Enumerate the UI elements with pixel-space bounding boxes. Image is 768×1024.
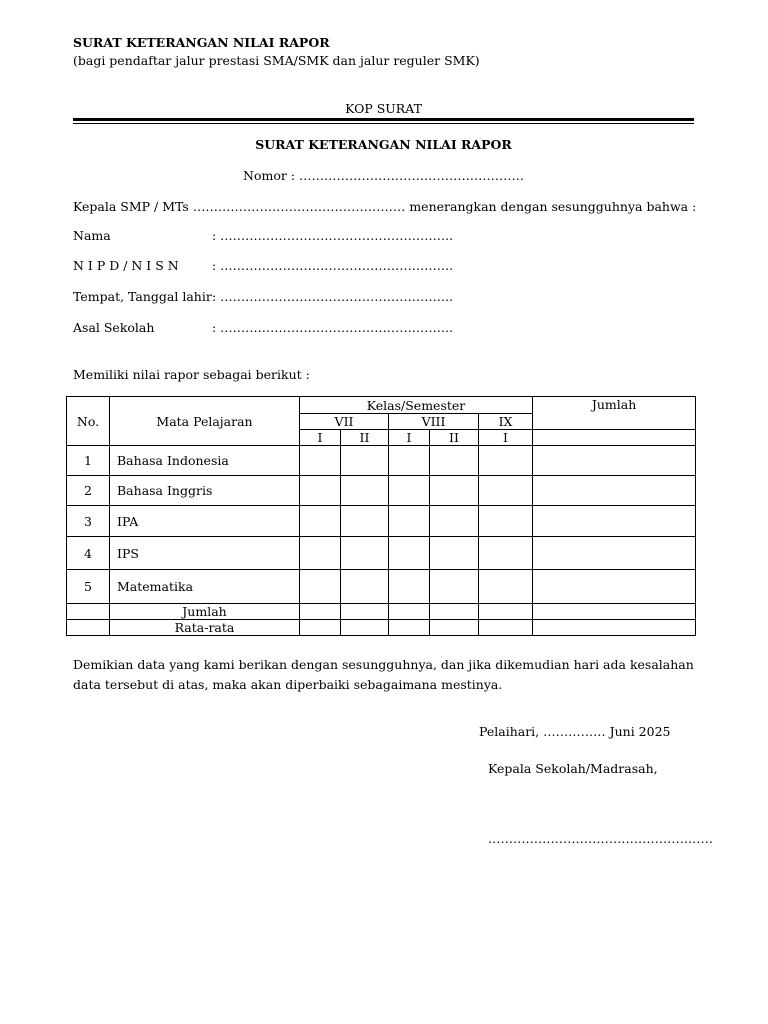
grade-cell: [479, 506, 533, 537]
header-semester: I: [300, 430, 341, 446]
closing-paragraph: Demikian data yang kami berikan dengan sesungguhnya, dan jika dikemudian hari ada kesalahan data tersebut di atas, maka akan diperbaiki sebagaimana mestinya.: [73, 657, 694, 692]
table-row: [67, 506, 696, 537]
intro-suffix: menerangkan dengan sesungguhnya bahwa :: [409, 199, 697, 214]
field-value-nipd-nisn: : ………………………………………………..: [212, 258, 454, 273]
grade-cell: [341, 476, 389, 506]
grade-cell: [300, 620, 341, 636]
grade-cell: [300, 537, 341, 570]
row-subject: Bahasa Indonesia: [110, 446, 300, 476]
header-class-semester: Kelas/Semester: [300, 397, 533, 414]
grade-cell: [341, 506, 389, 537]
total-cell: [533, 446, 696, 476]
grade-cell: [479, 476, 533, 506]
grade-cell: [300, 506, 341, 537]
total-cell: [533, 506, 696, 537]
header-semester: II: [341, 430, 389, 446]
header-class-vii: VII: [300, 414, 389, 430]
grade-cell: [479, 537, 533, 570]
footer-average-label: Rata-rata: [110, 620, 300, 636]
total-cell: [533, 476, 696, 506]
table-row: [67, 446, 696, 476]
letter-title: SURAT KETERANGAN NILAI RAPOR: [255, 137, 512, 152]
intro-line: [73, 199, 696, 214]
signature-name-line: ………………………………………………: [488, 831, 713, 846]
grade-cell: [430, 620, 479, 636]
row-subject: Matematika: [110, 570, 300, 604]
grade-cell: [389, 620, 430, 636]
header-subject: Mata Pelajaran: [110, 397, 300, 446]
table-row: [67, 537, 696, 570]
header-class-ix: IX: [479, 414, 533, 430]
total-cell: [533, 430, 696, 446]
grade-cell: [479, 446, 533, 476]
empty-cell: [67, 604, 110, 620]
table-intro: Memiliki nilai rapor sebagai berikut :: [73, 367, 310, 382]
grade-cell: [430, 506, 479, 537]
grade-cell: [430, 570, 479, 604]
grade-cell: [389, 570, 430, 604]
table-footer-row: [67, 604, 696, 620]
letter-number: Nomor : ………………………………………………: [243, 168, 524, 183]
signature-role: Kepala Sekolah/Madrasah,: [488, 761, 658, 776]
grade-cell: [300, 446, 341, 476]
table-row: [67, 476, 696, 506]
row-number: 3: [67, 506, 110, 537]
total-cell: [533, 620, 696, 636]
header-semester: I: [389, 430, 430, 446]
grades-table: [66, 396, 696, 636]
total-cell: [533, 570, 696, 604]
row-subject: IPA: [110, 506, 300, 537]
grade-cell: [300, 570, 341, 604]
letterhead-rule-thick: [73, 118, 694, 121]
grade-cell: [389, 476, 430, 506]
field-label-nipd-nisn: N I P D / N I S N: [73, 258, 179, 273]
grade-cell: [479, 570, 533, 604]
field-value-ttl: : ………………………………………………..: [212, 289, 454, 304]
field-value-asal-sekolah: : ………………………………………………..: [212, 320, 454, 335]
grade-cell: [430, 476, 479, 506]
grade-cell: [341, 604, 389, 620]
grade-cell: [430, 604, 479, 620]
row-number: 5: [67, 570, 110, 604]
letterhead-rule-thin: [73, 123, 694, 124]
intro-prefix: Kepala SMP / MTs ……………………………………………: [73, 199, 406, 214]
grade-cell: [341, 570, 389, 604]
document-heading: SURAT KETERANGAN NILAI RAPOR: [73, 35, 330, 50]
row-number: 4: [67, 537, 110, 570]
empty-cell: [67, 620, 110, 636]
grade-cell: [389, 506, 430, 537]
row-subject: Bahasa Inggris: [110, 476, 300, 506]
table-row: [67, 570, 696, 604]
grade-cell: [300, 604, 341, 620]
header-semester: II: [430, 430, 479, 446]
total-cell: [533, 537, 696, 570]
signature-place-date: Pelaihari, …………… Juni 2025: [479, 724, 671, 739]
header-class-viii: VIII: [389, 414, 479, 430]
header-total: Jumlah: [533, 397, 696, 430]
letterhead-placeholder: KOP SURAT: [345, 101, 422, 116]
grade-cell: [430, 537, 479, 570]
grade-cell: [389, 604, 430, 620]
field-label-asal-sekolah: Asal Sekolah: [73, 320, 155, 335]
header-no: No.: [67, 397, 110, 446]
row-number: 2: [67, 476, 110, 506]
field-label-ttl: Tempat, Tanggal lahir: [73, 289, 212, 304]
grade-cell: [479, 604, 533, 620]
grade-cell: [341, 537, 389, 570]
total-cell: [533, 604, 696, 620]
header-semester: I: [479, 430, 533, 446]
grade-cell: [341, 446, 389, 476]
footer-sum-label: Jumlah: [110, 604, 300, 620]
table-footer-row: [67, 620, 696, 636]
grade-cell: [341, 620, 389, 636]
row-subject: IPS: [110, 537, 300, 570]
grade-cell: [389, 446, 430, 476]
grade-cell: [479, 620, 533, 636]
field-value-nama: : ………………………………………………..: [212, 228, 454, 243]
grade-cell: [430, 446, 479, 476]
field-label-nama: Nama: [73, 228, 111, 243]
document-subheading: (bagi pendaftar jalur prestasi SMA/SMK dan jalur reguler SMK): [73, 53, 480, 68]
row-number: 1: [67, 446, 110, 476]
grade-cell: [389, 537, 430, 570]
grade-cell: [300, 476, 341, 506]
